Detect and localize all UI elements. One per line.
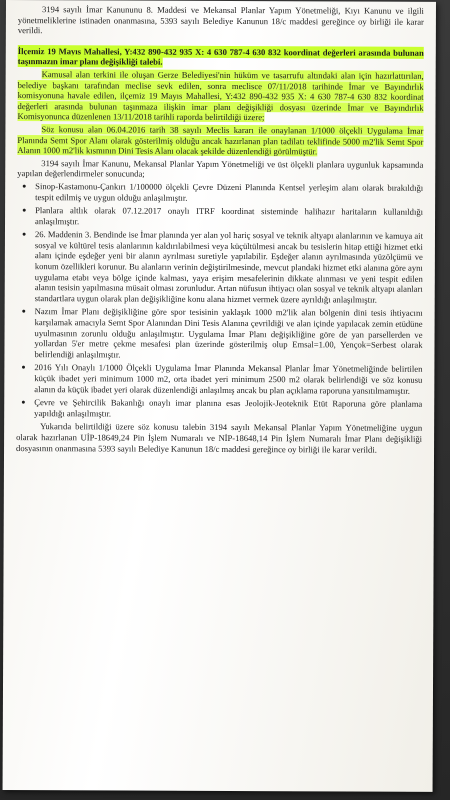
- soz-konusu-paragraph: [17, 124, 423, 158]
- list-item: ● Nazım İmar Planı değişikliğine göre spor tesisinin yaklaşık 1000 m2'lik alan bölgenin dini tesis ihtiyacını karşılamak amacıyla Semt Spor Alanından Dini Tesis Alanına çevrildiği ve alan içinde yapılacak zemin etüdüne uyulmasının zorunlu olduğu anlaşılmıştır. Uygulama İmar Planı değişikliğine göre de yan parsellerden ve yollardan 5'er metre çekme mesafesi plan üzerinde gösterilmiş olup Emsal=1.00, Yençok=Serbest olarak belirlendiği anlaşılmıştır.: [34, 307, 422, 362]
- decision-paragraph: Yukarıda belirtildiği üzere söz konusu talebin 3194 sayılı Mekansal Planlar Yapım Yönetmeliğine uygun olarak hazırlanan UİP-18649,24 Pin İşlem Numaralı ve NİP-18648,14 Pin İşlem Numaralı İmar Planı değişikliği dosyasının onanmasına 5393 sayılı Belediye Kanunun 18/c maddesi gereğince oy birliği ile karar verildi.: [16, 421, 423, 455]
- imar-kanunu-paragraph: 3194 sayılı İmar Kanunu, Mekansal Planlar Yapım Yönetmeliği ve üst ölçekli planlara uygunluk kapsamında yapılan değerlendirmeler sonucunda;: [17, 157, 424, 179]
- document-page: [3, 0, 436, 792]
- soz-konusu-text: Söz konusu alan 06.04.2016 tarih 38 sayılı Meclis kararı ile onaylanan 1/1000 ölçekli Uygulama İmar Planında Semt Spor Alanı olarak gösterilmiş olduğu ancak hazırlanan plan tadilatı teklifinde 5000 m2'lik Semt Spor Alanın 1000 m2'lik kısmının Dini Tesis Alanı olacak şekilde düzenlendiği görülmüştür.: [17, 124, 424, 157]
- kamusal-paragraph-text: Kamusal alan terkini ile oluşan Gerze Belediyesi'nin hüküm ve tasarrufu altındaki alan için hazırlattırılan, belediye başkanı tarafından meclise sevk edilen, sonra meclisce 07/11/2018 tarihinde İmar ve Bayındırlık komisyonuna havale edilen, ilçemiz 19 Mayıs Mahallesi, Y:432 890-432 935 X: 4 630 787-4 630 832 koordinat değerleri arasında bulunan taşınmaza ilişkin imar planı değişikliği dosyası üzerinde İmar ve Bayındırlık Komisyonunca düzenlenen 13/11/2018 tarihli raporda belirtildiği üzere;: [17, 69, 424, 123]
- kamusal-paragraph: [17, 69, 423, 124]
- document-body: [16, 4, 424, 457]
- evaluation-list: [16, 181, 423, 420]
- list-item: ● Çevre ve Şehircilik Bakanlığı onaylı imar planına esas Jeolojik-Jeoteknik Etüt Raporuna göre planlama yapıldığı anlaşılmıştır.: [34, 397, 422, 420]
- agenda-title-paragraph: [18, 46, 424, 69]
- list-item: ● Planlara altlık olarak 07.12.2017 onaylı ITRF koordinat sisteminde halihazır haritaların kullanıldığı anlaşılmıştır.: [35, 205, 423, 228]
- list-item: ● 26. Maddenin 3. Bendinde ise İmar planında yer alan yol hariç sosyal ve teknik altyapı alanlarının ve kamuya ait sosyal ve kültürel tesis alanlarının kaldırılabilmesi veya küçültülmesi ancak bu tesislerin hitap ettiği hizmet etki alanı içinde eşdeğer yeni bir alanın ayrılması suretiyle yapılabilir. Eşdeğer alanın ayrılmasında yüzölçümü ve konum özellikleri korunur. Bu alanların verinin değiştirilmesinde, mevcut plandaki hizmet etki alanına göre aynı uygulama etabı veya bölge içinde kalması, yaya erişim mesafelerinin dikkate alınması ve yeni tespit edilen alanın tesisin yapılmasına müsait olması zorunludur. Artan nüfusun ihtiyacı olan sosyal ve teknik altyapı alanları standartlara uygun olarak plan değişikliğine konu alana hizmet vermek üzere ayrıldığı anlaşılmıştır.: [35, 229, 423, 305]
- list-item: ● 2016 Yılı Onaylı 1/1000 Ölçekli Uygulama İmar Planında Mekansal Planlar İmar Yönetmeliğinde belirtilen küçük ibadet yeri minimum 1000 m2, orta ibadet yeri minimum 2500 m2 olarak belirlendiği ve söz konusu alanın da küçük ibadet yeri olarak düzenlendiği anlaşılmış ancak bu plan açıklama raporuna yansıtılmamıştır.: [34, 363, 422, 396]
- intro-paragraph: 3194 sayılı İmar Kanununu 8. Maddesi ve Mekansal Planlar Yapım Yönetmeliği, Kıyı Kanunu ve ilgili yönetmeliklerine istinaden onanmasına, 5393 sayılı Belediye Kanunun 18/c maddesi gereğince oy birliği ile karar verildi.: [17, 4, 424, 36]
- list-item: ● Sinop-Kastamonu-Çankırı 1/100000 ölçekli Çevre Düzeni Planında Kentsel yerleşim alanı olarak bırakıldığı tespit edilmiş ve uygun olduğu anlaşılmıştır.: [35, 181, 423, 204]
- highlighted-agenda-title: İlçemiz 19 Mayıs Mahallesi, Y:432 890-432 935 X: 4 630 787-4 630 832 koordinat değerleri arasında bulunan taşınmazın imar planı değişikliği talebi.: [17, 45, 424, 68]
